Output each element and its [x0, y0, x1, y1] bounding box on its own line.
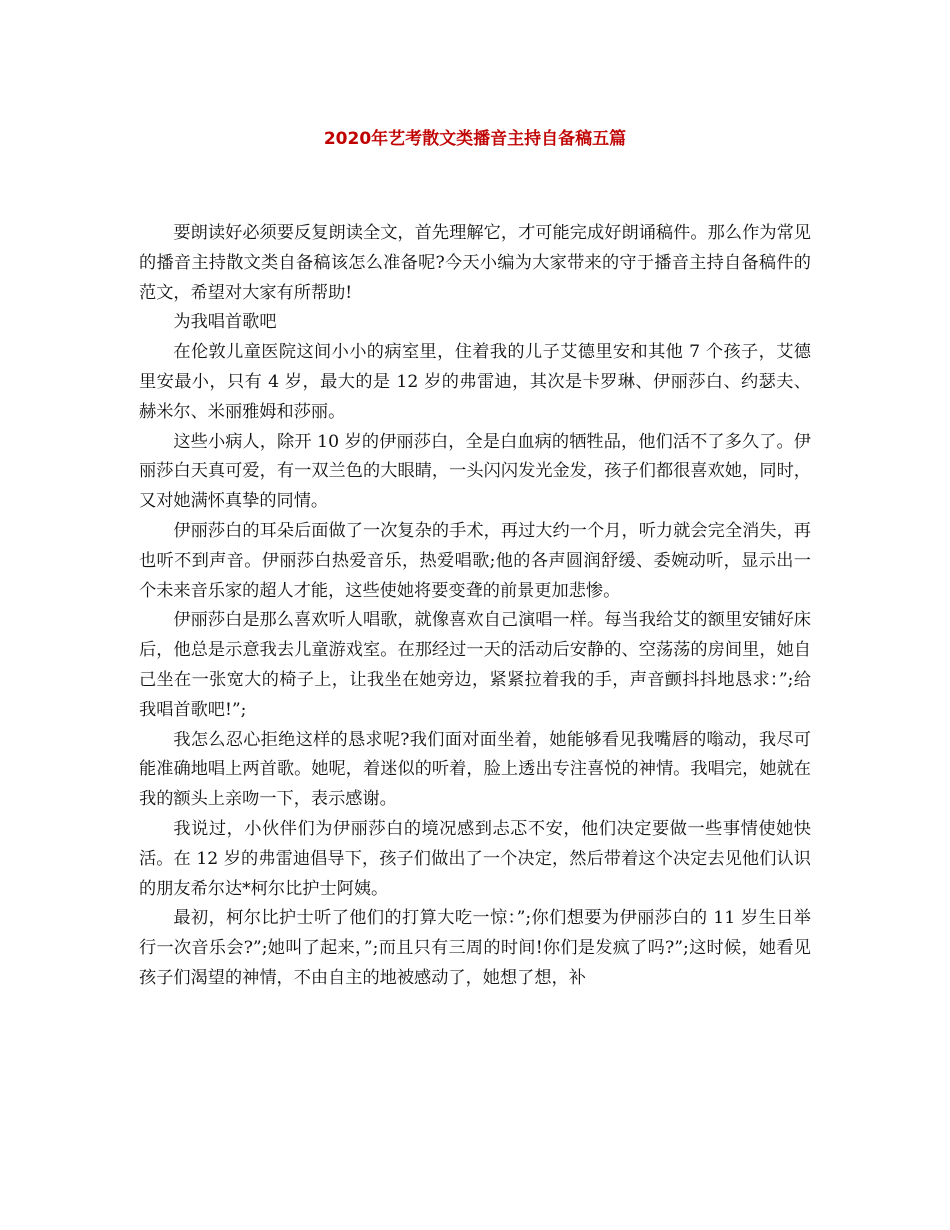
paragraph: 最初，柯尔比护士听了他们的打算大吃一惊：”;你们想要为伊丽莎白的 11 岁生日举行一次音乐会?”;她叫了起来，”;而且只有三周的时间!你们是发疯了吗?”;这时候，她看见孩子们渴望的神情，不由自主的地被感动了，她想了想，补: [139, 908, 811, 988]
paragraph-intro: 要朗读好必须要反复朗读全文，首先理解它，才可能完成好朗诵稿件。那么作为常见的播音主持散文类自备稿该怎么准备呢?今天小编为大家带来的守于播音主持自备稿件的范文，希望对大家有所帮助!: [139, 223, 811, 303]
document-title: 2020年艺考散文类播音主持自备稿五篇: [323, 129, 627, 149]
paragraph: 我怎么忍心拒绝这样的恳求呢?我们面对面坐着，她能够看见我嘴唇的嗡动，我尽可能准确地唱上两首歌。她呢，着迷似的听着，脸上透出专注喜悦的神情。我唱完，她就在我的额头上亲吻一下，表示感谢。: [139, 729, 811, 810]
section-heading: 为我唱首歌吧: [173, 312, 277, 333]
paragraph: 这些小病人，除开 10 岁的伊丽莎白，全是白血病的牺牲品，他们活不了多久了。伊丽莎白天真可爱，有一双兰色的大眼睛，一头闪闪发光金发，孩子们都很喜欢她，同时，又对她满怀真挚的同情。: [139, 431, 811, 512]
paragraph: 在伦敦儿童医院这间小小的病室里，住着我的儿子艾德里安和其他 7 个孩子，艾德里安最小，只有 4 岁，最大的是 12 岁的弗雷迪，其次是卡罗琳、伊丽莎白、约瑟夫、赫米尔、米丽雅姆和莎丽。: [139, 342, 811, 422]
paragraph: 伊丽莎白的耳朵后面做了一次复杂的手术，再过大约一个月，听力就会完全消失，再也听不到声音。伊丽莎白热爱音乐，热爱唱歌;他的各声圆润舒缓、委婉动听，显示出一个未来音乐家的超人才能，这些使她将要变聋的前景更加悲惨。: [139, 520, 811, 601]
paragraph: 伊丽莎白是那么喜欢听人唱歌，就像喜欢自己演唱一样。每当我给艾的额里安铺好床后，他总是示意我去儿童游戏室。在那经过一天的活动后安静的、空荡荡的房间里，她自己坐在一张宽大的椅子上，让我坐在她旁边，紧紧拉着我的手，声音颤抖抖地恳求：”;给我唱首歌吧!”;: [139, 610, 811, 720]
paragraph: 我说过，小伙伴们为伊丽莎白的境况感到忐忑不安，他们决定要做一些事情使她快活。在 12 岁的弗雷迪倡导下，孩子们做出了一个决定，然后带着这个决定去见他们认识的朋友希尔达*柯尔比护士阿姨。: [139, 818, 811, 899]
document-body: [139, 219, 811, 994]
